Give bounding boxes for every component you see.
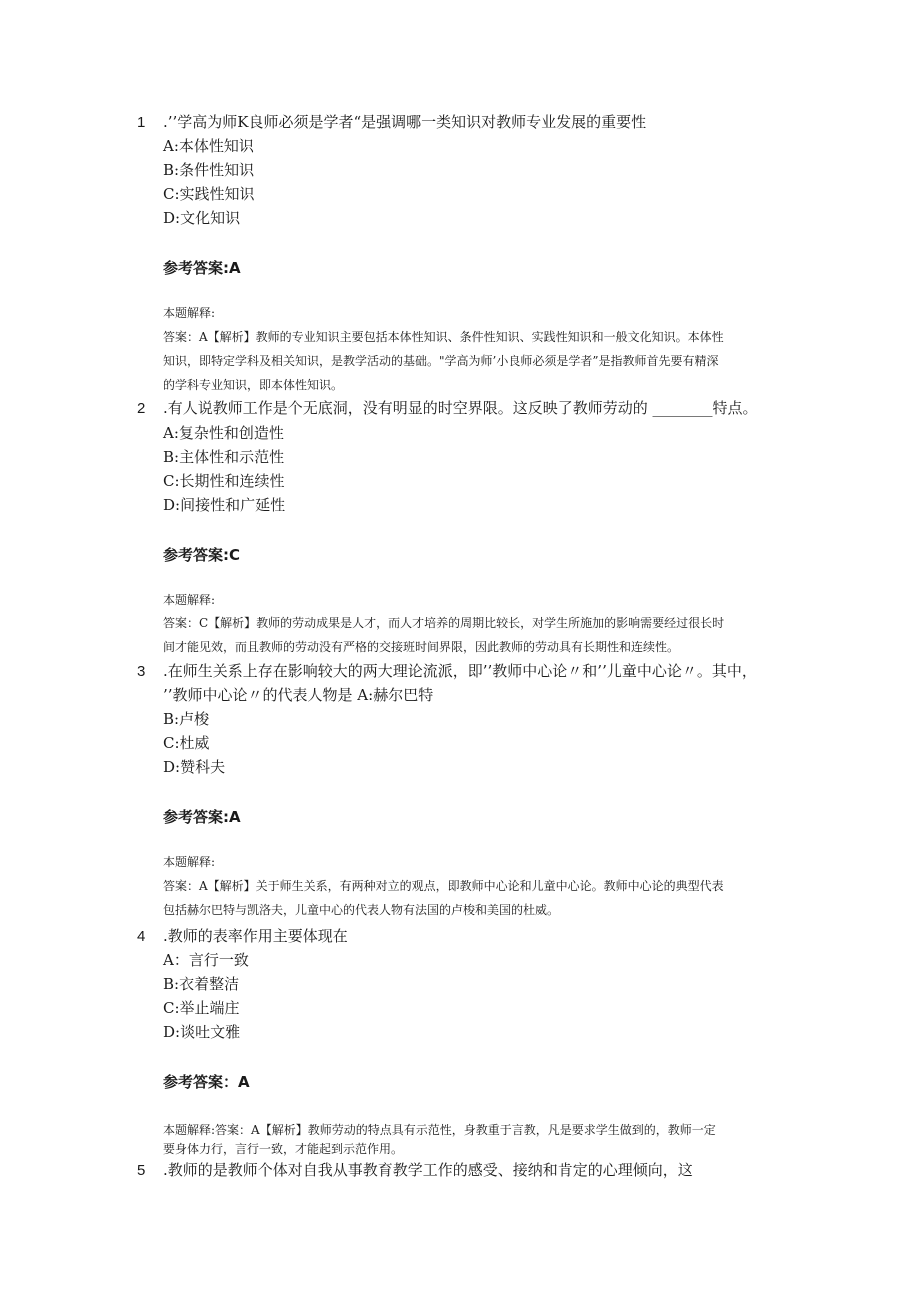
question-4-option-b: B:衣着整洁 — [163, 975, 240, 993]
question-2-answer: 参考答案:C — [163, 546, 241, 564]
question-1-answer: 参考答案:A — [163, 259, 241, 277]
question-2-stem-line-1: .有人说教师工作是个无底洞，没有明显的时空界限。这反映了教师劳动的 ________特点。 — [163, 399, 758, 417]
question-4-stem — [137, 926, 348, 947]
question-5-number: 5 — [137, 1162, 146, 1179]
question-3-explanation-title: 本题解释: — [163, 855, 216, 869]
question-4-explanation-line-2: 要身体力行，言行一致，才能起到示范作用。 — [163, 1142, 404, 1156]
question-3-number: 3 — [137, 663, 146, 680]
question-1-option-d: D:文化知识 — [163, 209, 241, 227]
question-1-explanation-title: 本题解释: — [163, 306, 216, 320]
question-1-explanation-line-2: 知识，即特定学科及相关知识，是教学活动的基础。"学高为师’小良师必须是学者”是指教师首先要有精深 — [163, 354, 719, 368]
question-2-option-d: D:间接性和广延性 — [163, 496, 286, 514]
question-1-explanation-line-3: 的学科专业知识，即本体性知识。 — [163, 378, 344, 392]
question-1-stem-line-1: .’’学高为师K良师必须是学者“是强调哪一类知识对教师专业发展的重要性 — [163, 113, 647, 131]
question-2-explanation-title: 本题解释: — [163, 593, 216, 607]
question-3-explanation-line-1: 答案：A【解析】关于师生关系，有两种对立的观点，即教师中心论和儿童中心论。教师中心论的典型代表 — [163, 879, 724, 893]
question-2-option-a: A:复杂性和创造性 — [163, 424, 284, 442]
question-2-number: 2 — [137, 400, 146, 417]
question-5-stem — [137, 1160, 693, 1181]
question-3-option-d: D:赞科夫 — [163, 758, 226, 776]
question-1-explanation-line-1: 答案：A【解析】教师的专业知识主要包括本体性知识、条件性知识、实践性知识和一般文化知识。本体性 — [163, 330, 724, 344]
question-2-explanation-line-2: 间才能见效，而且教师的劳动没有严格的交接班时间界限，因此教师的劳动具有长期性和连续性。 — [163, 640, 680, 654]
question-4-option-d: D:谈吐文雅 — [163, 1023, 241, 1041]
question-1-number: 1 — [137, 114, 146, 131]
question-4-option-a: A：言行一致 — [163, 951, 249, 969]
question-2-stem — [137, 398, 758, 419]
question-1-option-c: C:实践性知识 — [163, 185, 255, 203]
question-4-option-c: C:举止端庄 — [163, 999, 240, 1017]
question-1-stem — [137, 112, 646, 133]
question-4-answer: 参考答案：A — [163, 1073, 250, 1091]
question-3-stem-line-2: ’’教师中心论〃的代表人物是 A:赫尔巴特 — [163, 686, 434, 704]
question-2-option-b: B:主体性和示范性 — [163, 448, 285, 466]
question-2-explanation-line-1: 答案：C【解析】教师的劳动成果是人才，而人才培养的周期比较长，对学生所施加的影响需要经过很长时 — [163, 616, 725, 630]
question-3-option-c: C:杜威 — [163, 734, 210, 752]
question-4-explanation-line-1: 本题解释:答案：A【解析】教师劳动的特点具有示范性，身教重于言教，凡是要求学生做到的，教师一定 — [163, 1123, 716, 1137]
question-3-stem-line-1: .在师生关系上存在影响较大的两大理论流派，即’’教师中心论〃和’’儿童中心论〃。其中， — [163, 662, 757, 680]
question-1-option-b: B:条件性知识 — [163, 161, 255, 179]
question-2-option-c: C:长期性和连续性 — [163, 472, 285, 490]
question-3-option-b: B:卢梭 — [163, 710, 210, 728]
question-3-answer: 参考答案:A — [163, 808, 241, 826]
question-3-explanation-line-2: 包括赫尔巴特与凯洛夫，儿童中心的代表人物有法国的卢梭和美国的杜威。 — [163, 903, 560, 917]
question-4-number: 4 — [137, 928, 146, 945]
question-1-option-a: A:本体性知识 — [163, 137, 254, 155]
question-4-stem-line-1: .教师的表率作用主要体现在 — [163, 927, 348, 945]
question-3-stem — [137, 661, 757, 682]
question-5-stem-line-1: .教师的是教师个体对自我从事教育教学工作的感受、接纳和肯定的心理倾向，这 — [163, 1161, 693, 1179]
